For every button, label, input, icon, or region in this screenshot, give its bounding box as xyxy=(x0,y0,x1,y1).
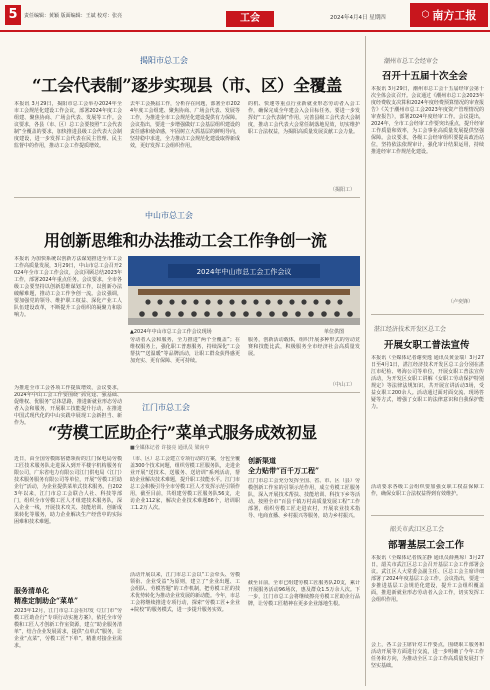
side2-body: 本报讯（全媒体记者谢奕逸 通讯员黄金瑞）3月27日至4月1日，湛江经济技术开发区总工会分别在湛江市纪检、粤海公司等单位，开展女职工普法宣传活动，为开发区女职工讲解《女职工劳动保护特别规定》等法律法规知识，共开展宣讲活动3场，受益女职工200余人。活动通过面对面交流、现场答疑等方式，增强了女职工的法律意识和自我保护能力。 xyxy=(371,355,484,410)
side1-body: 本报讯 3月29日，潮州市总工会十五届经审会第十次全体会议召开。会议通过《潮州市总工会2023年度经费收支决算和2024年度经费预算情况的审查报告》《关于潮州市总工会2023年度资产管理情况的审查报告》，部署2024年度经审工作。会议提出，2024年，全市工会经审工作要突出重点，提升经审工作质量和效率，为工会事业高质量发展提供坚强保障。会议要求，各级工会经审组织要提高政治站位，坚持依法依规审计，强化审计结果运用，持续推进经审工作规范化建设。 xyxy=(371,86,484,155)
side1-kicker: 潮州市总工会经审会 xyxy=(384,58,439,65)
side2-kicker: 湛江经济技术开发区总工会 xyxy=(374,326,447,333)
page-header xyxy=(0,0,490,32)
story1-body-col3: 的机、快速等重点行业新就业形态劳动者入会工作，确保完成全年建会入会目标任务。要进一步发挥好“工会代表制”作用，完善县级工会代表大会制度，推动工会代表大会常任制落地见效，切实维护职工合法权益，为揭阳高质量发展贡献工会力量。 xyxy=(248,101,360,135)
story3-kicker: 江门市总工会 xyxy=(142,403,190,412)
photo-banner-text: 2024年中山市总工会工作会议 xyxy=(196,268,292,276)
story2-kicker: 中山市总工会 xyxy=(145,211,193,220)
story1-headline: “工会代表制”逐步实现县（市、区）全覆盖 xyxy=(32,76,342,95)
column-divider xyxy=(365,36,366,686)
side2-headline: 开展女职工普法宣传 xyxy=(384,340,470,351)
side1-byline: （卢奕锋） xyxy=(448,299,474,305)
page-number: 5 xyxy=(5,5,21,25)
story3-subhead1: 服务清单化 xyxy=(14,586,49,595)
photo-caption: ▲2024年中山市总工会工作会议现场 xyxy=(130,329,212,335)
story3-subhead2: 创新渠道 xyxy=(248,456,276,465)
side1-headline: 召开十五届十次全会 xyxy=(382,71,468,82)
side3-kicker: 韶关市武江区总工会 xyxy=(390,526,445,533)
story1-body-col2: 去年工会换届工作，分析存在问题，部署全市2024年度工会组建、聚焦协商、广场会代表、发展等工作，为推进全市工会规范化建设提供有力保障。会议指出，要进一步增强做好工会基层组织建设的责任感和使命感，牢固树立大抓基层的鲜明导向，坚持稳中求进，全力推动工会规范化建设取得新成效，更好发挥工会组织作用。 xyxy=(130,101,240,149)
editor-credits: 责任编辑：黄颖 版面编辑：王斌 校对：张亮 xyxy=(24,13,123,19)
story3-body-col1: 近日，由全国劳模陈宿德领衔的江门保电局劳模工匠技术服务队走进深入到开平楼宇机构服务有限公司，广东省电力有限公司江门供电局（江门）技术服务服务有限公司等单位，开展“劳模工匠助企行”活动，为企业提供菜单式技术服务。自2023年以来，江门市总工会联合人社、科技等部门，组织全市劳模工匠人才组建技术服务队，深入企业一线，开展技术攻关、技能培训、创新成果转化等服务，助力企业解决生产经营中的实际困难和技术难题。 xyxy=(14,456,122,525)
story3-body-col3: 江门市总工会充分发挥全国、省、市、区（县）劳模创新工作室的引领示范作用，成立劳模工匠服务队，深入开展技术帮扶、技能培训、科技下乡等活动。按照全市“百县千镇万村高质量发展工程”工作部署，组织劳模工匠走进农村，开展农业技术指导、电商直播、乡村振兴等服务，助力乡村振兴。 xyxy=(248,478,360,519)
story3-body-col2: （市、区）总工会建立专项行动的方案，分包全覆盖300个技术问题，组织劳模工匠服务队，走进企业开展“送技术、送服务、送培训”系列活动，帮助企业解决技术难题，提升职工技能水平。江门市总工会积极引导全市劳模工匠人才发挥示范引领作用，截至目前，共组建劳模工匠服务队56支，走访企业112家，解决企业技术难题86个，培训职工1.2万人次。 xyxy=(130,456,240,511)
photo-credit: 单位供图 xyxy=(324,329,345,335)
story1-body-col1: 本报讯 3月29日，揭阳市总工会举办2024年全市工会规范化建设工作会议，部署2024年度工会组建、聚焦协商、广场会代表、发展等工作。会议要求，各县（市、区）总工会要按照“工会代表制”全覆盖的要求，加快推进县级工会代表大会制度建设，进一步发挥工会代表在民主管理、民主监督中的作用，推动工会工作提质增效。 xyxy=(14,101,122,149)
story3-body-col2b: 活动开展以来，江门市总工会以“工会牵头、劳模领衔、企业受益”为原则，建立了“企业出题、工会组队、劳模答题”的工作机制，把劳模工匠的技术优势转化为推动企业发展的新动能。今年，市总工会将继续推进专项行动，探索“劳模工匠+企业+院校”的服务模式，进一步提升服务实效。 xyxy=(130,572,240,613)
story1-byline: （揭阳工） xyxy=(330,187,356,193)
story2-body-col1b: 为推进全市工会各项工作提质增效，会议要求，2024年中山工会工作要围绕“抓党建、强基础、促维权、优服务”总体思路，推进新就业形态劳动者入会和服务，开展职工技能提升行动，在推进中国式现代化的中山实践中展现工会新担当、新作为。 xyxy=(14,385,122,426)
story3-byline: ■全媒体记者 许接亮 通讯员 梁向中 xyxy=(130,445,210,451)
story3-headline: “劳模工匠助企行”菜单式服务成效初显 xyxy=(48,423,318,442)
story3-body-col1b: 2023年12月，江门市总工会在印发《江门市“劳模工匠助企行”专项行动实施方案》，依托全市劳模和工匠人才创新工作室资源，建立“助企服务清单”，结合企业发展需求，提供“点单式”服务，让企业“点菜”，劳模工匠“下单”，精准对接企业需求。 xyxy=(14,608,122,649)
masthead-emblem-icon: ⬡ xyxy=(421,10,430,20)
story2-body-col1: 本报讯 为加快系统以创新方法谋划推进全市工会工作高质量发展，3月29日，中山市总工会召开2024年全市工会工作会议，会议回顾总结2023年工作，部署2024年重点任务。会议要求，全市各级工会要坚持以创新思维谋划工作，以创新办法破解难题，推动工会工作争创一流。会议强调，要加强党的领导、维护职工权益、深化产业工人队伍建设改革，不断提升工会组织的凝聚力和影响力。 xyxy=(14,256,122,318)
story2-body-col2: 劳动者入会和服务，全力推进“两个全覆盖”；在维权服务上，强化职工普惠服务，持续深化“工会帮扶”“送温暖”等品牌活动，让职工群众获得感更加充实、更有保障、更可持续。 xyxy=(130,337,240,364)
paper-name: 南方工报 xyxy=(432,9,477,22)
side3-headline: 部署基层工会工作 xyxy=(388,540,465,551)
divider xyxy=(14,392,360,393)
divider xyxy=(14,197,360,198)
divider xyxy=(371,515,484,516)
side2-body2: 活动要求各级工会组织要加强女职工权益保障工作，确保女职工合法权益得到有效维护。 xyxy=(371,484,484,497)
story2-byline: （中山工） xyxy=(330,382,356,388)
story2-headline: 用创新思维和办法推动工会工作争创一流 xyxy=(44,231,327,250)
story3-body-col3b: 截至目前，全市已组建劳模工匠服务队20支，累计开展服务活动96场次，惠及群众1.5万余人次。下一步，江门市总工会将继续擦亮劳模工匠助企行品牌，让劳模工匠精神在更多企业落地生根。 xyxy=(248,580,360,607)
meeting-hall-image xyxy=(128,256,360,325)
meeting-photo xyxy=(128,256,360,325)
section-label: 工会 xyxy=(226,11,274,27)
issue-date: 2024年4月4日 星期四 xyxy=(330,15,386,21)
side3-body: 本报讯（全媒体记者钱芷静 通讯员薛燕琼）3月27日，韶关市武江区总工会召开基层工会工作部署会议。武江区人大常委会副主任、区总工会主席详细部署了2024年度基层工会工作。会议指出，要进一步推进基层工会规范化建设，提升工会组织覆盖面，推进新就业形态劳动者入会工作，切实发挥工会组织作用。 xyxy=(371,555,484,603)
masthead-logo xyxy=(410,3,488,27)
story3-subhead2-full: 全力贴带“百千万工程” xyxy=(248,466,320,475)
story2-body-col3: 服务，创新活动载体，组织开展多种形式的劳动竞赛和技能比武，积极服务全市经济社会高质量发展。 xyxy=(248,337,360,357)
story3-subhead1-full: 精准定制助企“菜单” xyxy=(14,596,79,605)
story1-kicker: 揭阳市总工会 xyxy=(140,56,188,65)
divider xyxy=(371,314,484,315)
side3-body2: 会上，各工会主席针对工作要点，围绕职工服务和活动开展等方面进行交流，进一步明确了今年工作任务和方向，为推动全区工会工作高质量发展打下坚实基础。 xyxy=(371,642,484,669)
